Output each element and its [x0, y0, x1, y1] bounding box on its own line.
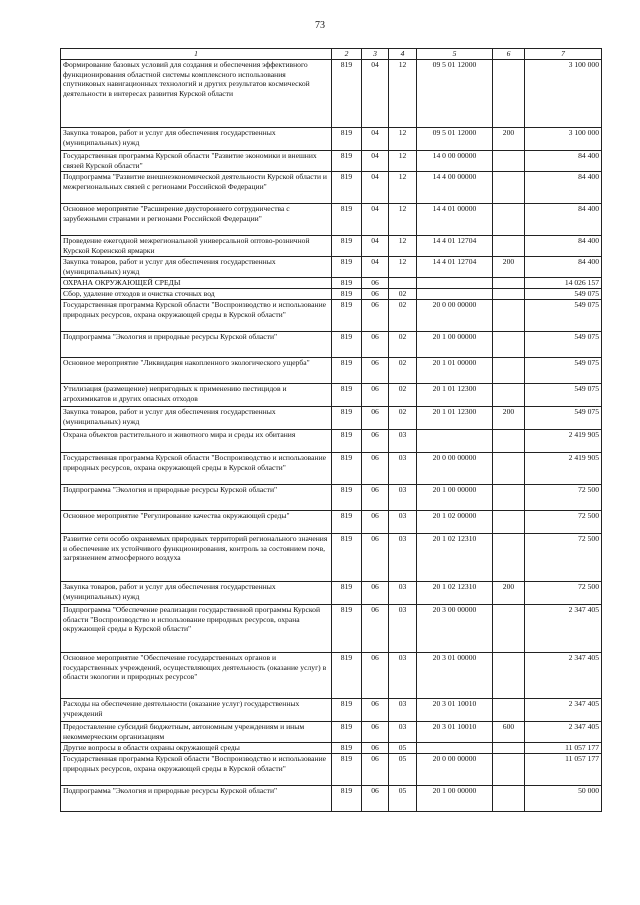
row-name-cell: Подпрограмма "Экология и природные ресурсы Курской области" [61, 332, 332, 358]
table-row [61, 151, 602, 172]
row-amount-cell: 2 419 905 [525, 453, 602, 485]
row-code-cell: 819 [332, 754, 362, 786]
row-target-article-cell: 20 0 00 00000 [417, 754, 493, 786]
row-amount-cell: 11 057 177 [525, 743, 602, 754]
row-amount-cell: 2 347 405 [525, 605, 602, 653]
row-name-cell: Проведение ежегодной межрегиональной универсальной оптово-розничной Курской Коренской ярмарки [61, 236, 332, 257]
row-expense-type-cell [493, 511, 525, 534]
row-name-cell: Подпрограмма "Экология и природные ресурсы Курской области" [61, 485, 332, 511]
row-section-cell: 04 [362, 172, 389, 204]
row-section-cell: 06 [362, 582, 389, 605]
row-amount-cell: 72 500 [525, 582, 602, 605]
row-name-cell: Государственная программа Курской области "Воспроизводство и использование природных ресурсов, охрана окружающей среды в Курской области" [61, 453, 332, 485]
row-target-article-cell: 20 1 01 00000 [417, 358, 493, 384]
row-section-cell: 06 [362, 605, 389, 653]
budget-table [60, 48, 602, 812]
row-name-cell: Предоставление субсидий бюджетным, автономным учреждениям и иным некоммерческим организациям [61, 722, 332, 743]
row-target-article-cell: 20 1 00 00000 [417, 485, 493, 511]
row-expense-type-cell [493, 453, 525, 485]
row-name-cell: Подпрограмма "Экология и природные ресурсы Курской области" [61, 786, 332, 812]
row-subsection-cell: 12 [389, 236, 417, 257]
row-code-cell: 819 [332, 743, 362, 754]
row-code-cell: 819 [332, 151, 362, 172]
row-expense-type-cell [493, 430, 525, 453]
table-row [61, 699, 602, 722]
row-expense-type-cell [493, 786, 525, 812]
row-name-cell: Основное мероприятие "Обеспечение государственных органов и государственных учреждений, осуществляющих деятельность (оказание услуг) в области экологии и природных ресурсов" [61, 653, 332, 699]
row-code-cell: 819 [332, 300, 362, 332]
table-row [61, 534, 602, 582]
header-cell: 2 [332, 49, 362, 60]
table-row [61, 453, 602, 485]
row-amount-cell: 549 075 [525, 407, 602, 430]
row-name-cell: Другие вопросы в области охраны окружающей среды [61, 743, 332, 754]
row-subsection-cell: 02 [389, 358, 417, 384]
page-number: 73 [315, 20, 325, 31]
row-target-article-cell: 20 0 00 00000 [417, 453, 493, 485]
row-expense-type-cell [493, 485, 525, 511]
row-code-cell: 819 [332, 289, 362, 300]
row-name-cell: Охрана объектов растительного и животного мира и среды их обитания [61, 430, 332, 453]
row-expense-type-cell [493, 699, 525, 722]
row-target-article-cell [417, 289, 493, 300]
row-name-cell: Государственная программа Курской области "Воспроизводство и использование природных ресурсов, охрана окружающей среды в Курской области" [61, 300, 332, 332]
table-row [61, 786, 602, 812]
row-amount-cell: 72 500 [525, 511, 602, 534]
row-code-cell: 819 [332, 605, 362, 653]
row-target-article-cell: 14 4 01 00000 [417, 204, 493, 236]
table-row [61, 289, 602, 300]
row-expense-type-cell [493, 289, 525, 300]
table-row [61, 128, 602, 151]
row-subsection-cell [389, 278, 417, 289]
row-target-article-cell: 20 3 00 00000 [417, 605, 493, 653]
row-section-cell: 06 [362, 289, 389, 300]
row-name-cell: Расходы на обеспечение деятельности (оказание услуг) государственных учреждений [61, 699, 332, 722]
row-code-cell: 819 [332, 511, 362, 534]
table-row [61, 511, 602, 534]
row-target-article-cell: 20 3 01 10010 [417, 699, 493, 722]
row-section-cell: 06 [362, 453, 389, 485]
table-row [61, 236, 602, 257]
row-name-cell: Подпрограмма "Обеспечение реализации государственной программы Курской области "Воспроизводство и использование природных ресурсов, охрана окружающей среды в Курской области" [61, 605, 332, 653]
row-amount-cell: 3 100 000 [525, 60, 602, 128]
row-amount-cell: 549 075 [525, 384, 602, 407]
row-subsection-cell: 03 [389, 722, 417, 743]
row-amount-cell: 2 347 405 [525, 653, 602, 699]
table-row [61, 257, 602, 278]
row-amount-cell: 2 419 905 [525, 430, 602, 453]
row-expense-type-cell: 200 [493, 128, 525, 151]
row-amount-cell: 549 075 [525, 332, 602, 358]
row-subsection-cell: 05 [389, 743, 417, 754]
row-section-cell: 06 [362, 699, 389, 722]
row-section-cell: 06 [362, 786, 389, 812]
row-target-article-cell: 09 5 01 12000 [417, 60, 493, 128]
row-section-cell: 06 [362, 653, 389, 699]
row-target-article-cell: 09 5 01 12000 [417, 128, 493, 151]
row-section-cell: 06 [362, 384, 389, 407]
row-expense-type-cell [493, 653, 525, 699]
row-target-article-cell: 20 1 00 00000 [417, 332, 493, 358]
row-subsection-cell: 12 [389, 151, 417, 172]
row-subsection-cell: 03 [389, 605, 417, 653]
row-name-cell: Сбор, удаление отходов и очистка сточных вод [61, 289, 332, 300]
header-cell: 1 [61, 49, 332, 60]
table-row [61, 605, 602, 653]
row-section-cell: 06 [362, 407, 389, 430]
row-subsection-cell: 02 [389, 332, 417, 358]
row-expense-type-cell: 200 [493, 582, 525, 605]
row-code-cell: 819 [332, 430, 362, 453]
row-expense-type-cell [493, 172, 525, 204]
row-code-cell: 819 [332, 653, 362, 699]
table-row [61, 358, 602, 384]
row-name-cell: Закупка товаров, работ и услуг для обеспечения государственных (муниципальных) нужд [61, 407, 332, 430]
row-code-cell: 819 [332, 699, 362, 722]
row-amount-cell: 84 400 [525, 172, 602, 204]
header-cell: 3 [362, 49, 389, 60]
table-row [61, 60, 602, 128]
row-subsection-cell: 05 [389, 754, 417, 786]
row-subsection-cell: 12 [389, 128, 417, 151]
row-section-cell: 06 [362, 430, 389, 453]
row-target-article-cell: 14 4 00 00000 [417, 172, 493, 204]
row-amount-cell: 72 500 [525, 485, 602, 511]
table-row [61, 754, 602, 786]
row-code-cell: 819 [332, 236, 362, 257]
row-amount-cell: 84 400 [525, 257, 602, 278]
row-code-cell: 819 [332, 534, 362, 582]
row-expense-type-cell [493, 236, 525, 257]
row-subsection-cell: 03 [389, 699, 417, 722]
row-target-article-cell: 20 3 01 00000 [417, 653, 493, 699]
row-code-cell: 819 [332, 172, 362, 204]
row-section-cell: 04 [362, 204, 389, 236]
row-code-cell: 819 [332, 257, 362, 278]
row-name-cell: Подпрограмма "Развитие внешнеэкономической деятельности Курской области и межрегиональных связей с регионами Российской Федерации" [61, 172, 332, 204]
row-code-cell: 819 [332, 358, 362, 384]
row-section-cell: 06 [362, 511, 389, 534]
row-amount-cell: 84 400 [525, 204, 602, 236]
row-section-cell: 06 [362, 278, 389, 289]
row-subsection-cell: 02 [389, 300, 417, 332]
table-row [61, 653, 602, 699]
row-amount-cell: 2 347 405 [525, 722, 602, 743]
row-code-cell: 819 [332, 786, 362, 812]
row-code-cell: 819 [332, 453, 362, 485]
row-code-cell: 819 [332, 204, 362, 236]
table-header-row [61, 49, 602, 60]
row-subsection-cell: 02 [389, 289, 417, 300]
row-target-article-cell [417, 430, 493, 453]
row-code-cell: 819 [332, 582, 362, 605]
row-section-cell: 06 [362, 722, 389, 743]
row-expense-type-cell [493, 151, 525, 172]
row-name-cell: Закупка товаров, работ и услуг для обеспечения государственных (муниципальных) нужд [61, 257, 332, 278]
row-section-cell: 04 [362, 257, 389, 278]
table-row [61, 172, 602, 204]
row-subsection-cell: 02 [389, 384, 417, 407]
row-expense-type-cell [493, 534, 525, 582]
row-section-cell: 04 [362, 128, 389, 151]
row-target-article-cell [417, 278, 493, 289]
row-target-article-cell: 20 1 02 12310 [417, 534, 493, 582]
row-subsection-cell: 05 [389, 786, 417, 812]
row-code-cell: 819 [332, 60, 362, 128]
row-name-cell: Государственная программа Курской области "Воспроизводство и использование природных ресурсов, охрана окружающей среды в Курской области" [61, 754, 332, 786]
row-amount-cell: 50 000 [525, 786, 602, 812]
row-subsection-cell: 03 [389, 582, 417, 605]
row-name-cell: Государственная программа Курской области "Развитие экономики и внешних связей Курской области" [61, 151, 332, 172]
row-amount-cell: 549 075 [525, 300, 602, 332]
row-subsection-cell: 12 [389, 172, 417, 204]
row-expense-type-cell [493, 332, 525, 358]
row-expense-type-cell [493, 743, 525, 754]
row-code-cell: 819 [332, 128, 362, 151]
row-section-cell: 06 [362, 754, 389, 786]
row-code-cell: 819 [332, 485, 362, 511]
row-code-cell: 819 [332, 384, 362, 407]
row-section-cell: 06 [362, 300, 389, 332]
row-target-article-cell [417, 743, 493, 754]
row-name-cell: Основное мероприятие "Расширение двустороннего сотрудничества с зарубежными странами и регионами Российской Федерации" [61, 204, 332, 236]
row-amount-cell: 11 057 177 [525, 754, 602, 786]
table-row [61, 582, 602, 605]
row-amount-cell: 14 026 157 [525, 278, 602, 289]
row-name-cell: Формирование базовых условий для создания и обеспечения эффективного функционирования областной системы комплексного использования спутниковых навигационных технологий и других результатов космической деятельности в интересах развития Курской области [61, 60, 332, 128]
table-row [61, 485, 602, 511]
row-target-article-cell: 20 1 01 12300 [417, 384, 493, 407]
row-expense-type-cell [493, 204, 525, 236]
table-row [61, 430, 602, 453]
row-code-cell: 819 [332, 722, 362, 743]
table-row [61, 743, 602, 754]
row-section-cell: 04 [362, 151, 389, 172]
row-expense-type-cell [493, 754, 525, 786]
header-cell: 4 [389, 49, 417, 60]
table-row [61, 300, 602, 332]
header-cell: 6 [493, 49, 525, 60]
table-row [61, 332, 602, 358]
row-subsection-cell: 12 [389, 60, 417, 128]
row-subsection-cell: 02 [389, 407, 417, 430]
row-expense-type-cell: 200 [493, 257, 525, 278]
row-target-article-cell: 20 3 01 10010 [417, 722, 493, 743]
table-row [61, 204, 602, 236]
row-section-cell: 04 [362, 60, 389, 128]
table-row [61, 278, 602, 289]
header-cell: 5 [417, 49, 493, 60]
table-row [61, 384, 602, 407]
row-code-cell: 819 [332, 407, 362, 430]
row-expense-type-cell [493, 278, 525, 289]
row-amount-cell: 72 500 [525, 534, 602, 582]
row-amount-cell: 84 400 [525, 151, 602, 172]
row-target-article-cell: 14 4 01 12704 [417, 236, 493, 257]
row-expense-type-cell [493, 384, 525, 407]
row-expense-type-cell: 200 [493, 407, 525, 430]
row-expense-type-cell [493, 60, 525, 128]
row-name-cell: Основное мероприятие "Ликвидация накопленного экологического ущерба" [61, 358, 332, 384]
row-name-cell: Закупка товаров, работ и услуг для обеспечения государственных (муниципальных) нужд [61, 582, 332, 605]
row-amount-cell: 549 075 [525, 358, 602, 384]
row-expense-type-cell [493, 300, 525, 332]
row-subsection-cell: 03 [389, 453, 417, 485]
row-name-cell: Основное мероприятие "Регулирование качества окружающей среды" [61, 511, 332, 534]
row-name-cell: Утилизация (размещение) непригодных к применению пестицидов и агрохимикатов и других опасных отходов [61, 384, 332, 407]
row-subsection-cell: 12 [389, 204, 417, 236]
row-subsection-cell: 03 [389, 653, 417, 699]
row-subsection-cell: 03 [389, 534, 417, 582]
row-target-article-cell: 20 1 02 00000 [417, 511, 493, 534]
row-expense-type-cell [493, 605, 525, 653]
row-subsection-cell: 12 [389, 257, 417, 278]
row-name-cell: Развитие сети особо охраняемых природных территорий регионального значения и обеспечение их устойчивого функционирования, контроль за состоянием почв, загрязнением атмосферного воздуха [61, 534, 332, 582]
row-code-cell: 819 [332, 278, 362, 289]
row-amount-cell: 84 400 [525, 236, 602, 257]
row-target-article-cell: 20 1 00 00000 [417, 786, 493, 812]
table-row [61, 722, 602, 743]
row-amount-cell: 549 075 [525, 289, 602, 300]
row-target-article-cell: 20 1 02 12310 [417, 582, 493, 605]
row-amount-cell: 2 347 405 [525, 699, 602, 722]
row-name-cell: Закупка товаров, работ и услуг для обеспечения государственных (муниципальных) нужд [61, 128, 332, 151]
row-expense-type-cell [493, 358, 525, 384]
row-name-cell: ОХРАНА ОКРУЖАЮЩЕЙ СРЕДЫ [61, 278, 332, 289]
row-subsection-cell: 03 [389, 430, 417, 453]
table-row [61, 407, 602, 430]
row-target-article-cell: 20 0 00 00000 [417, 300, 493, 332]
row-section-cell: 04 [362, 236, 389, 257]
row-subsection-cell: 03 [389, 485, 417, 511]
row-code-cell: 819 [332, 332, 362, 358]
row-section-cell: 06 [362, 534, 389, 582]
table-body [61, 60, 602, 812]
header-cell: 7 [525, 49, 602, 60]
row-amount-cell: 3 100 000 [525, 128, 602, 151]
row-target-article-cell: 14 4 01 12704 [417, 257, 493, 278]
row-section-cell: 06 [362, 358, 389, 384]
row-section-cell: 06 [362, 332, 389, 358]
row-target-article-cell: 14 0 00 00000 [417, 151, 493, 172]
row-section-cell: 06 [362, 485, 389, 511]
row-target-article-cell: 20 1 01 12300 [417, 407, 493, 430]
row-expense-type-cell: 600 [493, 722, 525, 743]
row-section-cell: 06 [362, 743, 389, 754]
row-subsection-cell: 03 [389, 511, 417, 534]
